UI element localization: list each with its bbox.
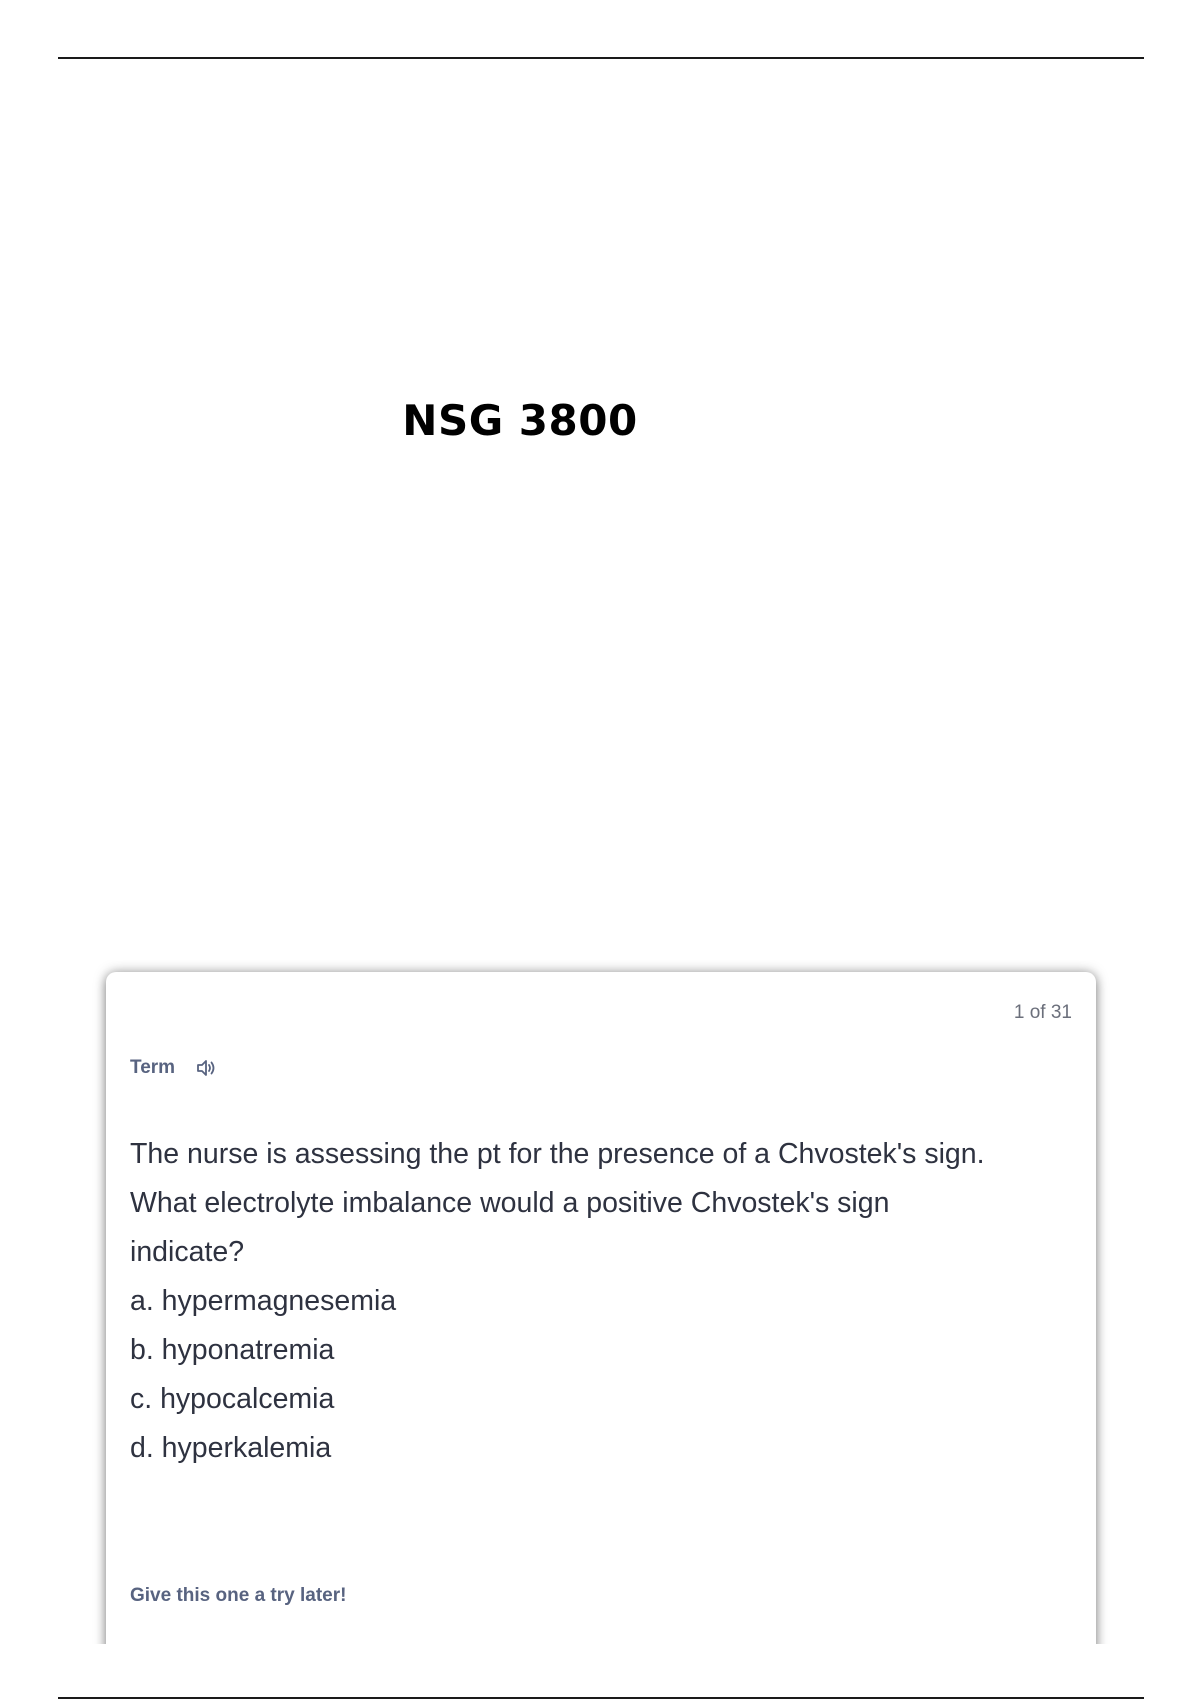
header-rule: [58, 57, 1144, 59]
footer-rule: [58, 1697, 1144, 1699]
term-label: Term: [130, 1057, 176, 1078]
term-header: [130, 1057, 217, 1079]
answer-option-b: b. hyponatremia: [130, 1334, 335, 1366]
answer-option-c: c. hypocalcemia: [130, 1383, 335, 1415]
question-line: The nurse is assessing the pt for the presence of a Chvostek's sign.: [130, 1138, 985, 1170]
question-text: [130, 1130, 1050, 1473]
answer-option-d: d. hyperkalemia: [130, 1432, 332, 1464]
question-line: What electrolyte imbalance would a positive Chvostek's sign: [130, 1187, 890, 1219]
speaker-icon[interactable]: [195, 1058, 217, 1078]
card-counter: 1 of 31: [1013, 1002, 1072, 1023]
document-title: NSG 3800: [402, 396, 638, 445]
try-later-link[interactable]: Give this one a try later!: [130, 1585, 347, 1606]
question-line: indicate?: [130, 1236, 245, 1268]
answer-option-a: a. hypermagnesemia: [130, 1285, 397, 1317]
